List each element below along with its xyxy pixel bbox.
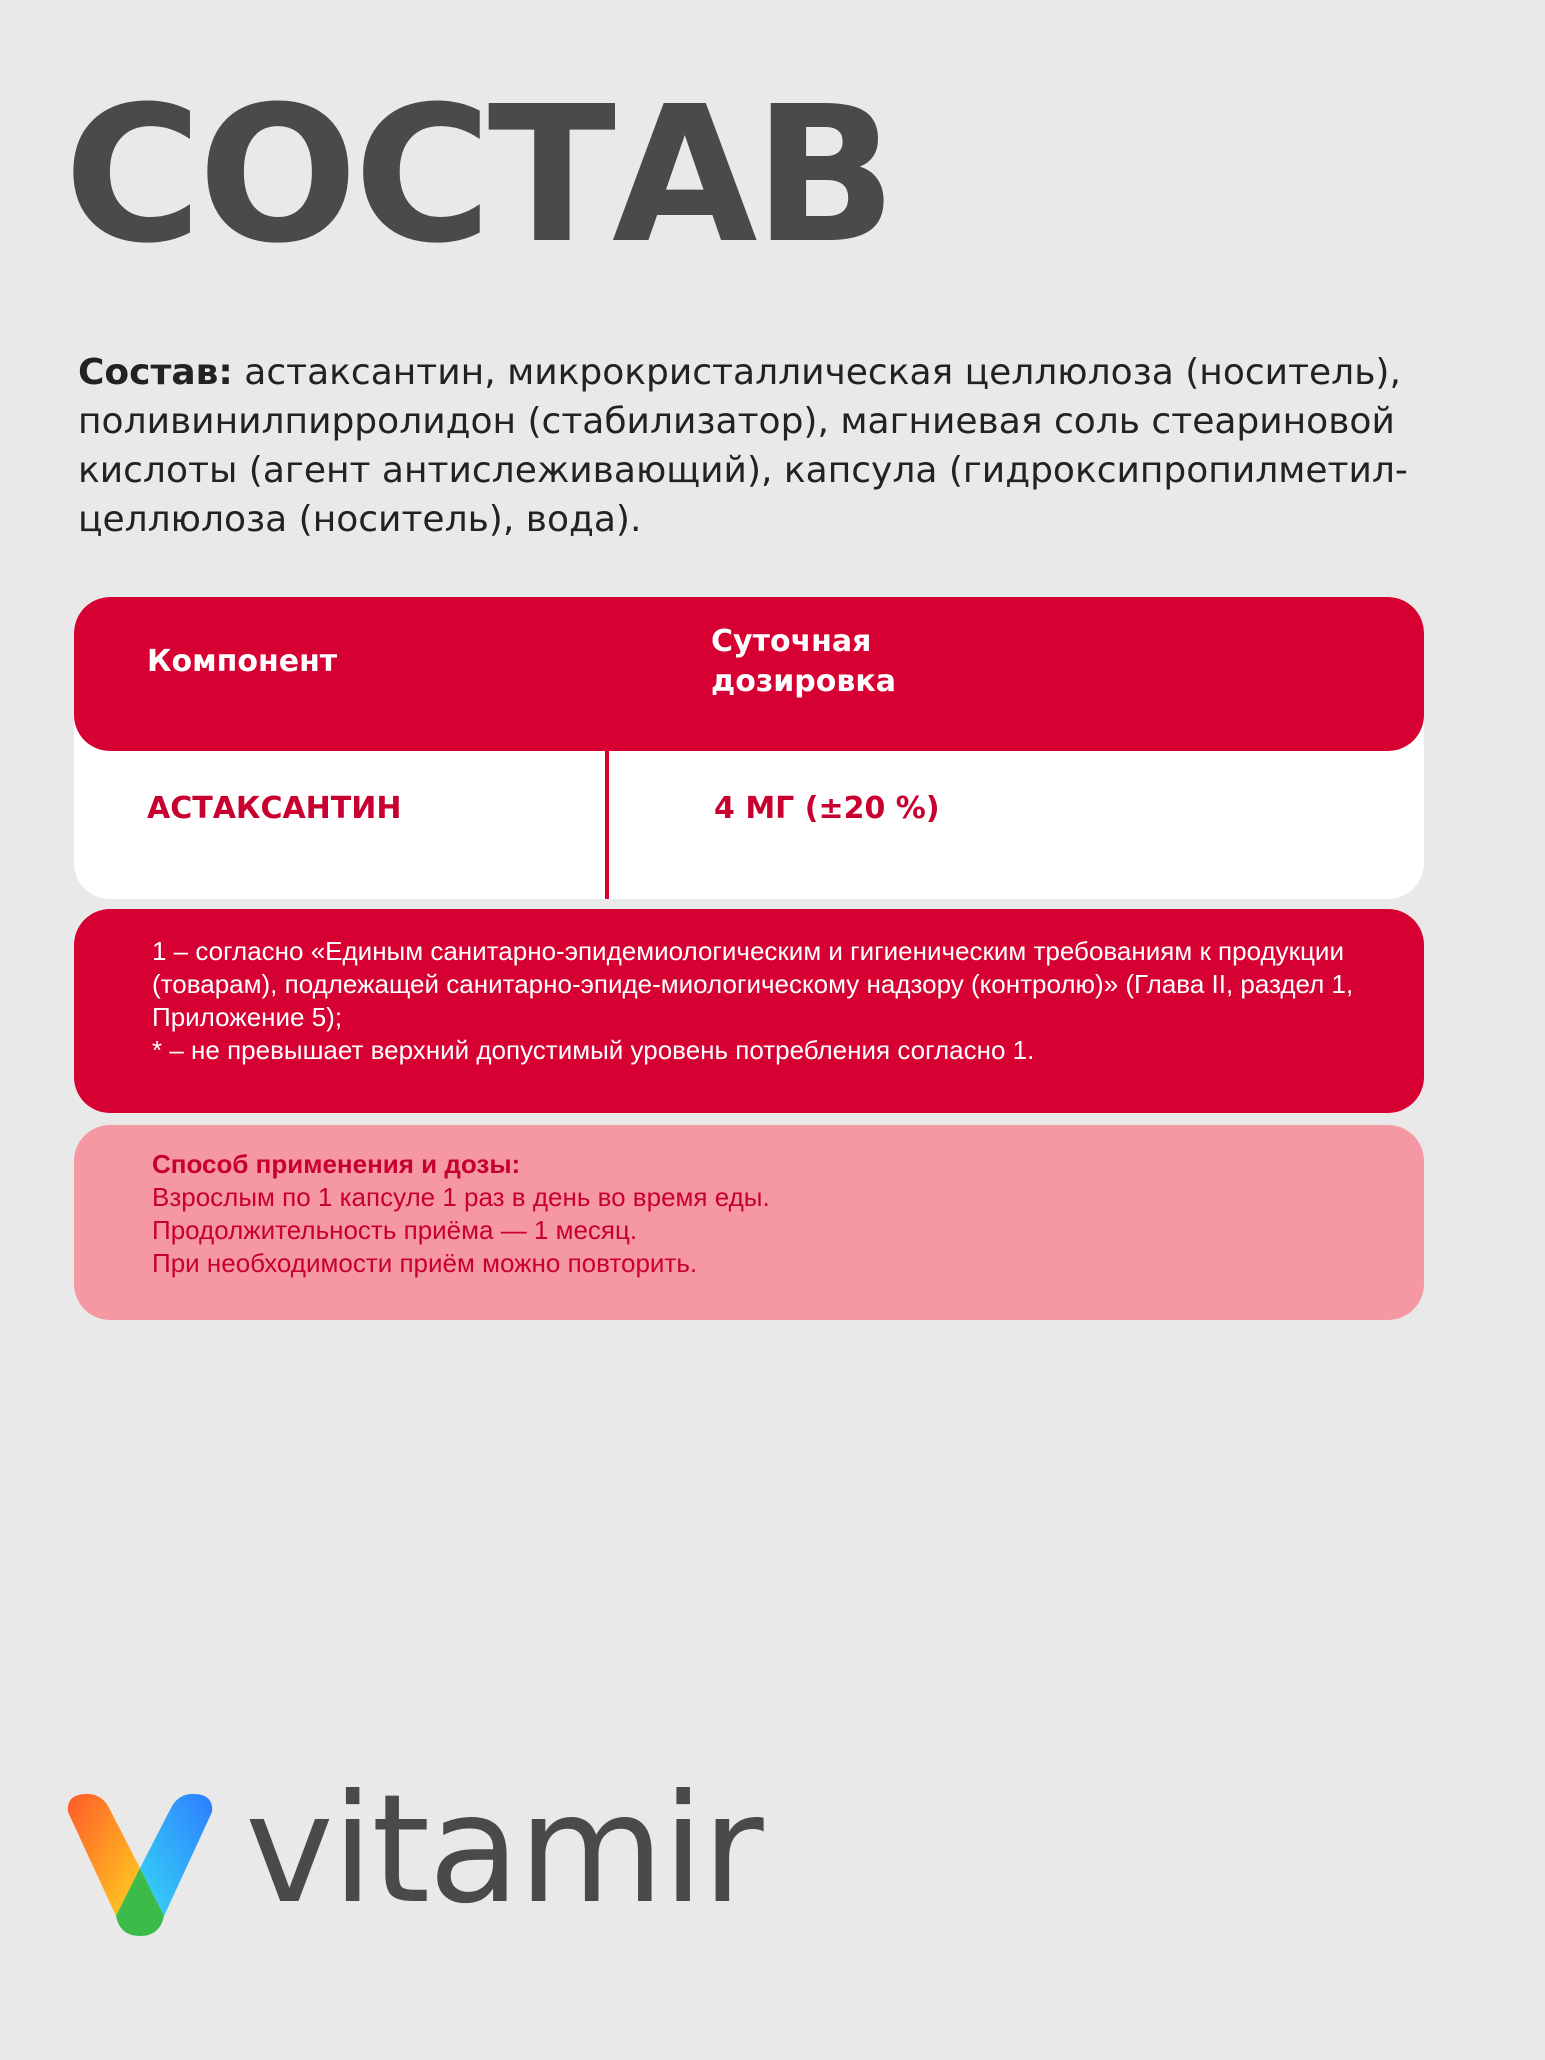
usage-line-3: При необходимости приём можно повторить. — [152, 1248, 698, 1278]
composition-paragraph — [78, 348, 1438, 544]
vitamir-logo-icon — [60, 1790, 220, 1940]
row-daily-dose: 4 МГ (±20 %) — [714, 791, 940, 826]
usage-line-1: Взрослым по 1 капсуле 1 раз в день во время еды. — [152, 1182, 770, 1212]
composition-text: астаксантин, микрокристаллическая целлюлоза (носитель), поливинилпирролидон (стабилизатор), магниевая соль стеариновой кислоты (агент антислеживающий), капсула (гидроксипропилметил-целлюлоза (носитель), вода). — [78, 352, 1408, 540]
footnote-1: 1 – согласно «Единым санитарно-эпидемиологическим и гигиеническим требованиям к продукции (товарам), подлежащей санитарно-эпиде-миологическому надзору (контролю)» (Глава II, раздел 1, Приложение 5); — [152, 936, 1354, 1032]
composition-label: Состав: — [78, 352, 233, 393]
usage-line-2: Продолжительность приёма — 1 месяц. — [152, 1215, 638, 1245]
footnote-box — [74, 909, 1424, 1113]
table-column-divider — [605, 597, 609, 899]
usage-box — [74, 1125, 1424, 1320]
row-component: АСТАКСАНТИН — [147, 791, 402, 826]
dosage-table — [74, 597, 1424, 899]
header-component: Компонент — [147, 644, 338, 679]
footnote-2: * – не превышает верхний допустимый уровень потребления согласно 1. — [152, 1035, 1035, 1065]
brand-name: vitamir — [245, 1763, 762, 1937]
page-title: СОСТАВ — [64, 66, 893, 285]
usage-title: Способ применения и дозы: — [152, 1149, 521, 1179]
header-daily-dose: Суточная дозировка — [711, 624, 896, 699]
